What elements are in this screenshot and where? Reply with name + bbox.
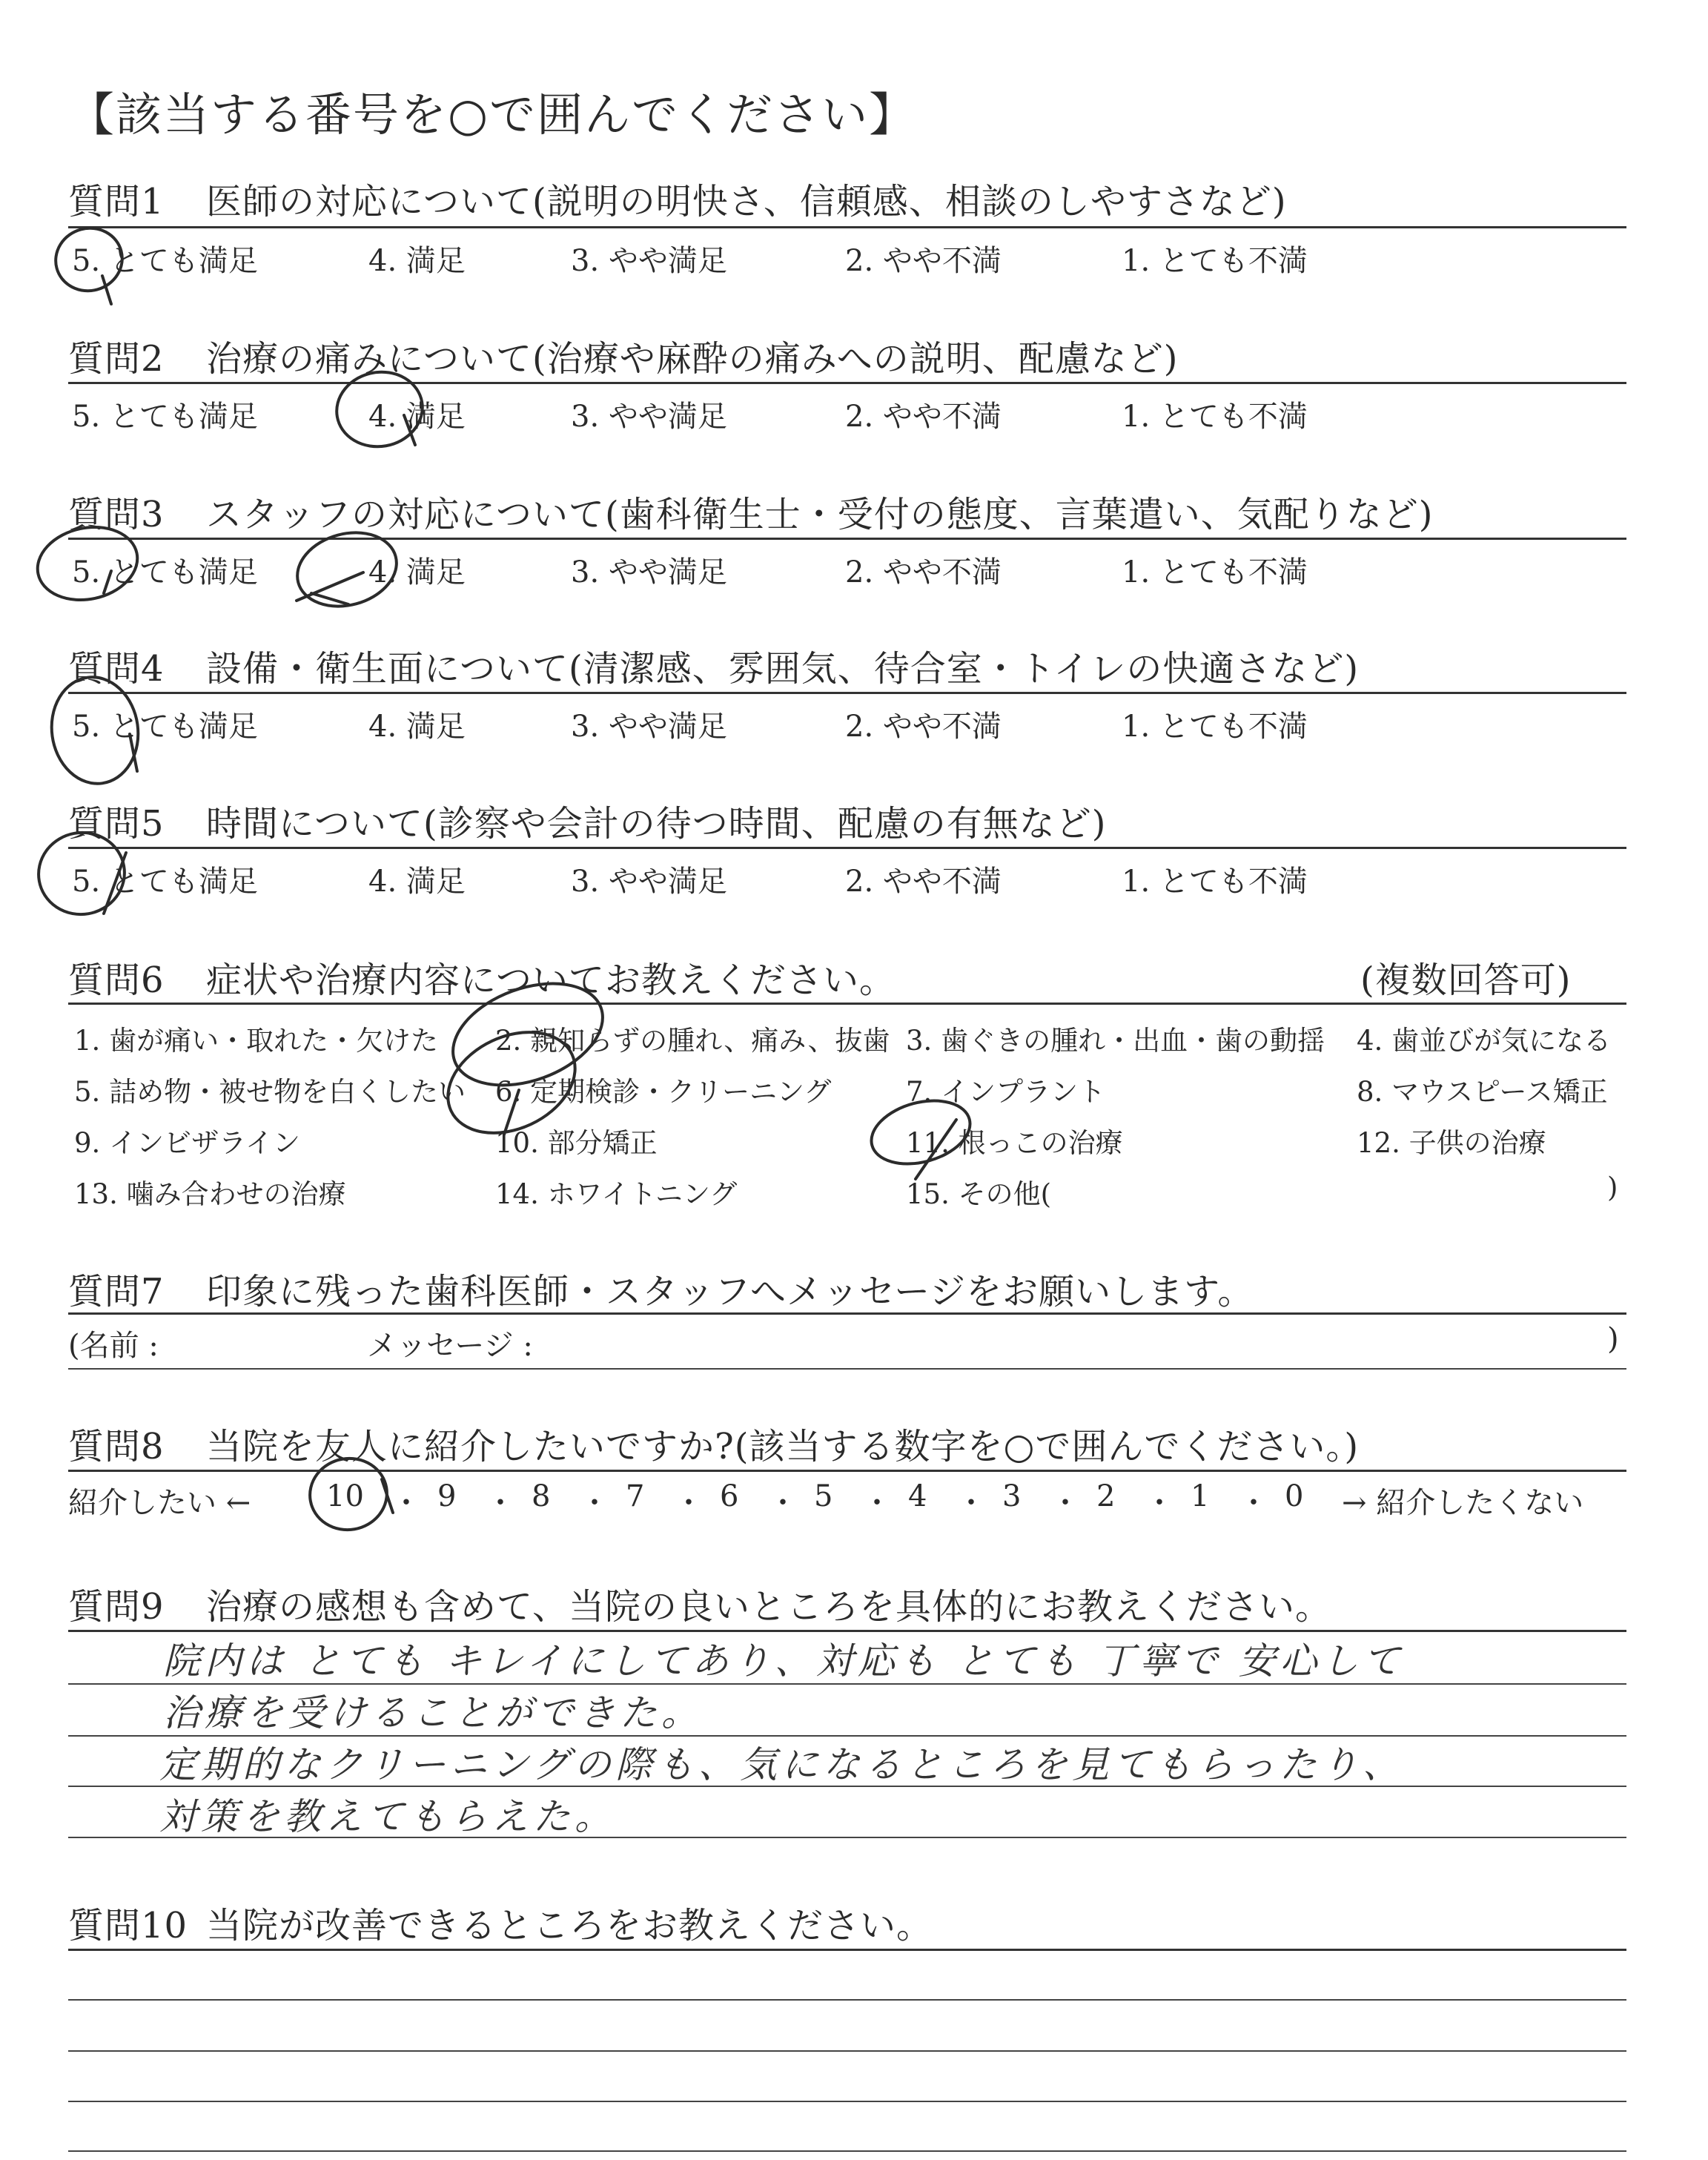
q8-scale-4[interactable]: 4 — [908, 1479, 927, 1513]
q8-scale-dot: ・ — [768, 1486, 798, 1520]
question-3-label: 質問3 — [68, 494, 165, 535]
q6-option-9[interactable]: 9. インビザライン — [74, 1127, 300, 1159]
q9-answer-line-3[interactable]: 定期的なクリーニングの際も、気になるところを見てもらったり、 — [159, 1743, 1404, 1786]
q1-option-1[interactable]: 1. とても不満 — [1122, 244, 1308, 278]
question-2-text: 治療の痛みについて(治療や麻酔の痛みへの説明、配慮など) — [206, 338, 1179, 380]
question-3-rule — [68, 538, 1626, 540]
question-4-rule — [68, 692, 1626, 694]
question-3-text: スタッフの対応について(歯科衛生士・受付の態度、言葉遣い、気配りなど) — [206, 494, 1434, 535]
q3-option-4[interactable]: 4. 満足 — [368, 555, 466, 589]
question-6-label: 質問6 — [68, 960, 165, 1001]
q6-option-12[interactable]: 12. 子供の治療 — [1357, 1127, 1546, 1159]
q6-option-5[interactable]: 5. 詰め物・被せ物を白くしたい — [74, 1076, 466, 1108]
q8-scale-dot: ・ — [486, 1486, 515, 1520]
question-9-label: 質問9 — [68, 1586, 165, 1628]
q10-writing-line[interactable] — [68, 2150, 1626, 2152]
question-8-label: 質問8 — [68, 1426, 165, 1467]
q9-answer-line-1[interactable]: 院内は とても キレイにしてあり、対応も とても 丁寧で 安心して — [163, 1639, 1405, 1682]
q5-option-5[interactable]: 5. とても満足 — [72, 865, 258, 899]
q4-option-1[interactable]: 1. とても不満 — [1122, 710, 1308, 744]
q6-option-13[interactable]: 13. 噛み合わせの治療 — [74, 1178, 346, 1210]
question-4-label: 質問4 — [68, 648, 165, 690]
q10-writing-line[interactable] — [68, 2101, 1626, 2102]
q5-option-3[interactable]: 3. やや満足 — [571, 865, 727, 899]
q2-option-1[interactable]: 1. とても不満 — [1122, 400, 1308, 434]
q8-scale-dot: ・ — [862, 1486, 892, 1520]
q1-option-5[interactable]: 5. とても満足 — [72, 244, 258, 278]
q4-option-4[interactable]: 4. 満足 — [368, 710, 466, 744]
q3-option-3[interactable]: 3. やや満足 — [571, 555, 727, 589]
q6-option-8[interactable]: 8. マウスピース矯正 — [1357, 1076, 1608, 1108]
q8-scale-dot: ・ — [391, 1486, 421, 1520]
q8-scale-dot: ・ — [674, 1486, 704, 1520]
q1-option-2[interactable]: 2. やや不満 — [845, 244, 1002, 278]
question-8-text: 当院を友人に紹介したいですか?(該当する数字を○で囲んでください。) — [206, 1426, 1360, 1467]
question-8-rule — [68, 1470, 1626, 1472]
q7-name-label: (名前 : — [68, 1329, 159, 1363]
q6-option-3[interactable]: 3. 歯ぐきの腫れ・出血・歯の動揺 — [906, 1025, 1325, 1057]
q8-scale-1[interactable]: 1 — [1191, 1479, 1210, 1513]
q9-writing-line — [68, 1837, 1626, 1838]
question-10-rule — [68, 1949, 1626, 1951]
question-2-rule — [68, 382, 1626, 384]
q8-scale-0[interactable]: 0 — [1285, 1479, 1304, 1513]
q4-option-2[interactable]: 2. やや不満 — [845, 710, 1002, 744]
q8-scale-6[interactable]: 6 — [720, 1479, 739, 1513]
q4-option-5[interactable]: 5. とても満足 — [72, 710, 258, 744]
q9-answer-line-2[interactable]: 治療を受けることができた。 — [163, 1691, 703, 1734]
q7-message-label: メッセージ : — [367, 1329, 533, 1363]
q9-answer-line-4[interactable]: 対策を教えてもらえた。 — [159, 1795, 616, 1838]
q3-option-1[interactable]: 1. とても不満 — [1122, 555, 1308, 589]
q8-scale-dot: ・ — [1239, 1486, 1268, 1520]
question-10-label: 質問10 — [68, 1905, 188, 1946]
question-1-text: 医師の対応について(説明の明快さ、信頼感、相談のしやすさなど) — [206, 181, 1287, 222]
q2-option-3[interactable]: 3. やや満足 — [571, 400, 727, 434]
question-5-rule — [68, 847, 1626, 849]
q8-scale-10[interactable]: 10 — [326, 1479, 364, 1513]
question-7-label: 質問7 — [68, 1271, 165, 1312]
q6-option-2[interactable]: 2. 親知らずの腫れ、痛み、抜歯 — [495, 1025, 890, 1057]
question-1-rule — [68, 226, 1626, 228]
q6-option-11[interactable]: 11. 根っこの治療 — [906, 1127, 1123, 1159]
q3-option-5[interactable]: 5. とても満足 — [72, 555, 258, 589]
q6-option-15[interactable]: 15. その他( — [906, 1178, 1052, 1210]
q6-option-10[interactable]: 10. 部分矯正 — [495, 1127, 658, 1159]
q8-scale-8[interactable]: 8 — [532, 1479, 551, 1513]
q8-scale-2[interactable]: 2 — [1096, 1479, 1116, 1513]
question-5-text: 時間について(診察や会計の待つ時間、配慮の有無など) — [206, 803, 1107, 845]
q8-scale-3[interactable]: 3 — [1002, 1479, 1022, 1513]
question-7-text: 印象に残った歯科医師・スタッフへメッセージをお願いします。 — [206, 1271, 1254, 1312]
q2-option-5[interactable]: 5. とても満足 — [72, 400, 258, 434]
question-6-rule — [68, 1003, 1626, 1005]
q8-scale-dot: ・ — [956, 1486, 986, 1520]
question-2-label: 質問2 — [68, 338, 165, 380]
question-5-label: 質問5 — [68, 803, 165, 845]
q2-option-2[interactable]: 2. やや不満 — [845, 400, 1002, 434]
q5-option-1[interactable]: 1. とても不満 — [1122, 865, 1308, 899]
q8-scale-7[interactable]: 7 — [626, 1479, 645, 1513]
q2-option-4[interactable]: 4. 満足 — [368, 400, 466, 434]
q6-option-14[interactable]: 14. ホワイトニング — [495, 1178, 738, 1210]
q1-option-4[interactable]: 4. 満足 — [368, 244, 466, 278]
q8-scale-dot: ・ — [580, 1486, 609, 1520]
q7-close-paren: ) — [1607, 1322, 1619, 1356]
question-10-text: 当院が改善できるところをお教えください。 — [206, 1905, 933, 1946]
q6-option-4[interactable]: 4. 歯並びが気になる — [1357, 1025, 1612, 1057]
question-6-text: 症状や治療内容についてお教えください。 — [206, 960, 896, 1001]
question-1-label: 質問1 — [68, 181, 165, 222]
question-9-text: 治療の感想も含めて、当院の良いところを具体的にお教えください。 — [206, 1586, 1332, 1628]
q5-option-4[interactable]: 4. 満足 — [368, 865, 466, 899]
q6-option-7[interactable]: 7. インプラント — [906, 1076, 1106, 1108]
q1-tick-mark — [102, 276, 111, 304]
question-7-rule — [68, 1312, 1626, 1315]
q6-option-1[interactable]: 1. 歯が痛い・取れた・欠けた — [74, 1025, 439, 1057]
q3-strike-mark — [297, 572, 363, 604]
q8-right-label: → 紹介したくない — [1342, 1486, 1584, 1520]
question-4-text: 設備・衛生面について(清潔感、雰囲気、待合室・トイレの快適さなど) — [206, 648, 1360, 690]
q3-option-2[interactable]: 2. やや不満 — [845, 555, 1002, 589]
page-title: 【該当する番号を○で囲んでください】 — [68, 87, 917, 142]
q10-writing-line[interactable] — [68, 2050, 1626, 2052]
q8-left-label: 紹介したい ← — [68, 1486, 251, 1520]
q8-scale-dot: ・ — [1145, 1486, 1174, 1520]
q8-scale-5[interactable]: 5 — [814, 1479, 833, 1513]
question-6-note: (複数回答可) — [1360, 960, 1572, 1001]
q4-option-3[interactable]: 3. やや満足 — [571, 710, 727, 744]
q8-scale-9[interactable]: 9 — [437, 1479, 457, 1513]
q7-answer-line[interactable] — [68, 1368, 1626, 1370]
q8-scale-dot: ・ — [1050, 1486, 1080, 1520]
q1-option-3[interactable]: 3. やや満足 — [571, 244, 727, 278]
q6-option-15-close: ) — [1607, 1172, 1618, 1203]
q6-option-6[interactable]: 6. 定期検診・クリーニング — [495, 1076, 832, 1108]
q5-option-2[interactable]: 2. やや不満 — [845, 865, 1002, 899]
q10-writing-line[interactable] — [68, 1999, 1626, 2001]
